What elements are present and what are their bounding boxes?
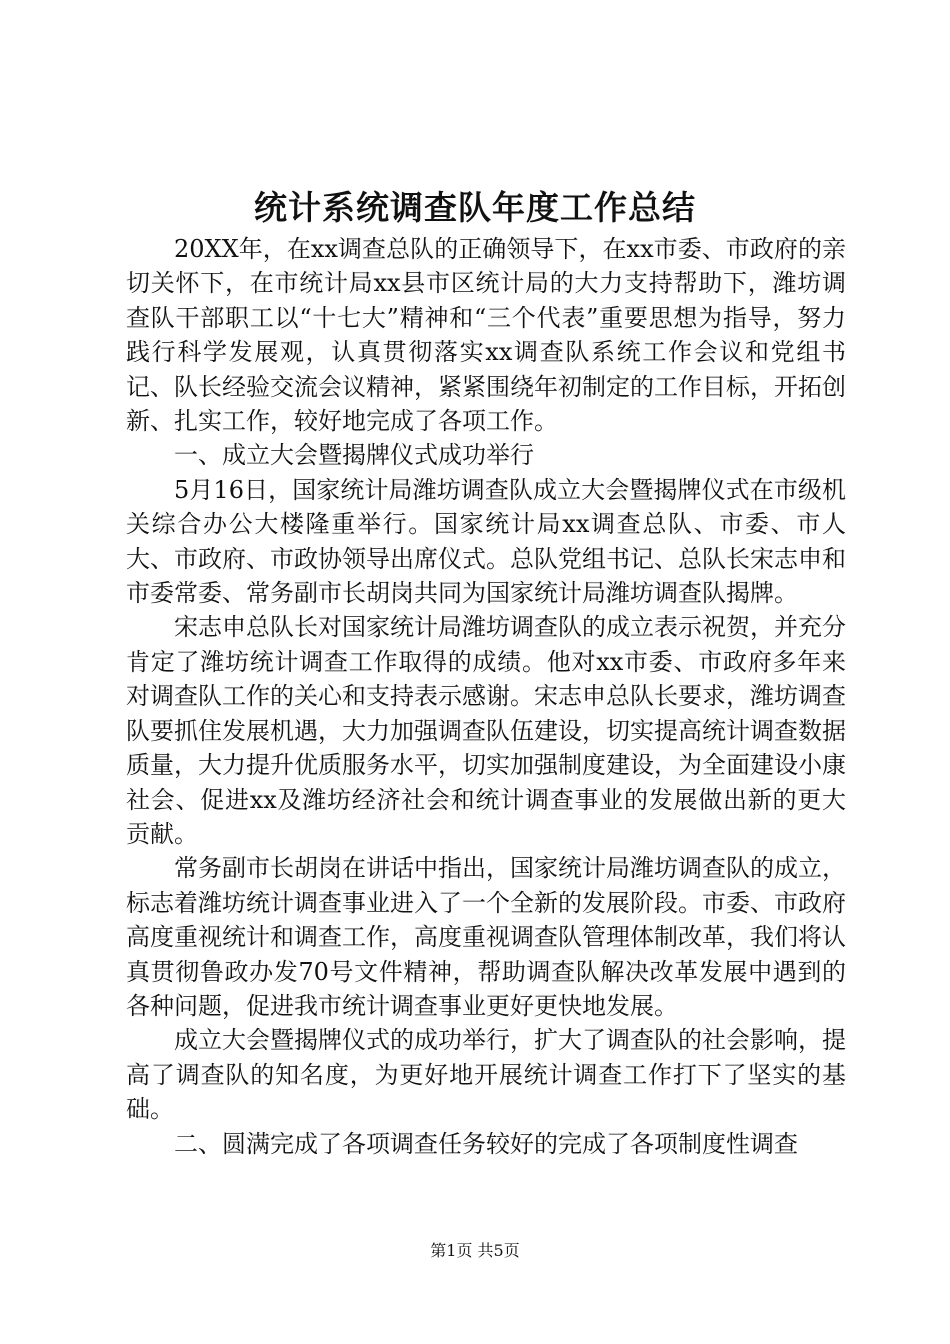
page-number-footer: 第1页 共5页 [430, 1241, 520, 1260]
body-paragraph: 常务副市长胡岗在讲话中指出，国家统计局潍坊调查队的成立，标志着潍坊统计调查事业进入了一个全新的发展阶段。市委、市政府高度重视统计和调查工作，高度重视调查队管理体制改革，我们将认真贯彻鲁政办发70号文件精神，帮助调查队解决改革发展中遇到的各种问题，促进我市统计调查事业更好更快地发展。 [126, 854, 846, 1020]
section-heading-2: 二、圆满完成了各项调查任务较好的完成了各项制度性调查 [174, 1129, 798, 1158]
document-body [126, 232, 846, 1161]
document-title: 统计系统调查队年度工作总结 [254, 188, 696, 227]
section-heading-1: 一、成立大会暨揭牌仪式成功举行 [174, 441, 534, 470]
body-paragraph: 宋志申总队长对国家统计局潍坊调查队的成立表示祝贺，并充分肯定了潍坊统计调查工作取得的成绩。他对xx市委、市政府多年来对调查队工作的关心和支持表示感谢。宋志申总队长要求，潍坊调查队要抓住发展机遇，大力加强调查队伍建设，切实提高统计调查数据质量，大力提升优质服务水平，切实加强制度建设，为全面建设小康社会、促进xx及潍坊经济社会和统计调查事业的发展做出新的更大贡献。 [126, 613, 846, 848]
intro-paragraph: 20XX年，在xx调查总队的正确领导下，在xx市委、市政府的亲切关怀下，在市统计局xx县市区统计局的大力支持帮助下，潍坊调查队干部职工以“十七大”精神和“三个代表”重要思想为指导，努力践行科学发展观，认真贯彻落实xx调查队系统工作会议和党组书记、队长经验交流会议精神，紧紧围绕年初制定的工作目标，开拓创新、扎实工作，较好地完成了各项工作。 [126, 235, 846, 436]
body-paragraph: 成立大会暨揭牌仪式的成功举行，扩大了调查队的社会影响，提高了调查队的知名度，为更好地开展统计调查工作打下了坚实的基础。 [126, 1026, 846, 1124]
body-paragraph: 5月16日，国家统计局潍坊调查队成立大会暨揭牌仪式在市级机关综合办公大楼隆重举行。国家统计局xx调查总队、市委、市人大、市政府、市政协领导出席仪式。总队党组书记、总队长宋志申和市委常委、常务副市长胡岗共同为国家统计局潍坊调查队揭牌。 [126, 475, 846, 608]
